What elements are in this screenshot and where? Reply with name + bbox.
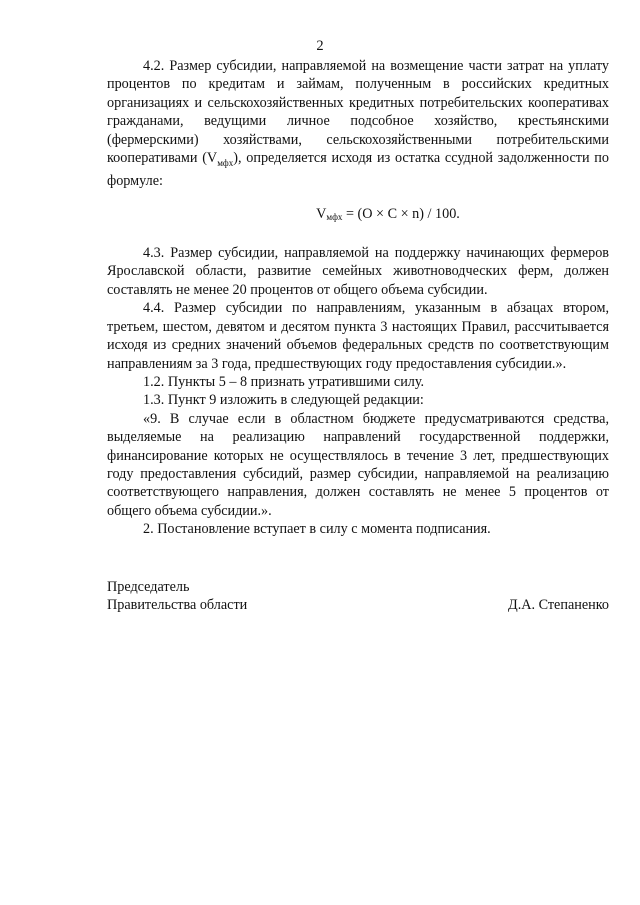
signatory-name: Д.А. Степаненко [508,597,609,614]
signature-row [107,596,609,614]
formula [107,205,609,226]
paragraph-4-2-subscript: мфх [217,157,234,168]
paragraph-2: 2. Постановление вступает в силу с момента подписания. [143,521,491,538]
signature-title-line2: Правительства области [107,597,248,614]
signature-block [107,578,609,615]
page-number: 2 [316,38,324,54]
formula-expression: = (О × С × n) / 100. [342,205,460,222]
paragraph-4-2-text: 4.2. Размер субсидии, направляемой на возмещение части затрат на уплату процентов по кредитам и займам, полученным в российских кредитных организациях и сельскохозяйственных кредитных потребительских кооперативах гражданами, ведущими личное подсобное хозяйство, крестьянскими (фермерскими) хозяйствами, сельскохозяйственными потребительскими кооперативами (V [107,58,609,167]
paragraph-4-4: 4.4. Размер субсидии по направлениям, указанным в абзацах втором, третьем, шестом, девятом и десятом пункта 3 настоящих Правил, рассчитывается исходя из средних значений объемов федеральных средств по соответствующим направлениям за 3 года, предшествующих году предоставления субсидии.». [107,300,609,372]
formula-variable: V [316,205,327,222]
formula-subscript: мфх [326,211,343,222]
paragraph-9-quote: «9. В случае если в областном бюджете предусматриваются средства, выделяемые на реализацию направлений государственной поддержки, финансирование которых не осуществлялось в течение 3 лет, предшествующих году предоставления субсидий, размер субсидии, направляемой на реализацию соответствующего направления, должен составлять не менее 5 процентов от общего объема субсидии.». [107,410,609,519]
paragraph-4-3: 4.3. Размер субсидии, направляемой на поддержку начинающих фермеров Ярославской области, развитие семейных животноводческих ферм, должен составлять не менее 20 процентов от общего объема субсидии. [107,245,609,298]
paragraph-1-2: 1.2. Пункты 5 – 8 признать утратившими силу. [143,373,425,390]
paragraph-4-2 [107,57,609,191]
signature-title-line1: Председатель [107,579,190,595]
paragraph-1-3: 1.3. Пункт 9 изложить в следующей редакции: [143,392,424,409]
document-body [107,57,609,539]
paragraph-4-2-end: ), определяется исходя из остатка ссудной задолженности по формуле: [107,150,609,190]
